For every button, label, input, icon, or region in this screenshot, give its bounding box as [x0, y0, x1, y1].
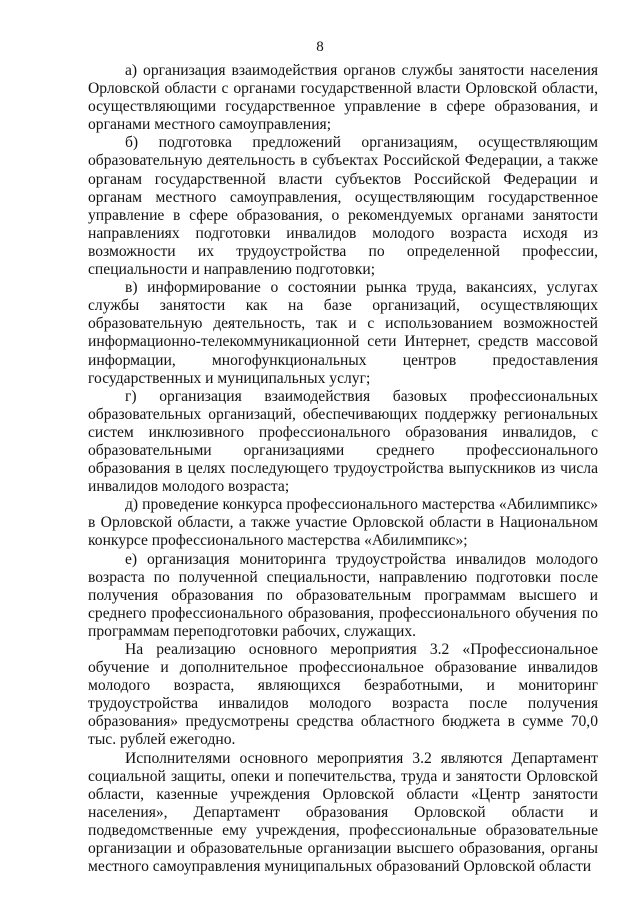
paragraph-a: а) организация взаимодействия органов службы занятости населения Орловской области с органами государственной власти Орловской области, осуществляющими государственное управление в сфере образования, и органами местного самоуправления;: [88, 62, 598, 134]
paragraph-funding: На реализацию основного мероприятия 3.2 «Профессиональное обучение и дополнительное профессиональное образование инвалидов молодого возраста, являющихся безработными, и мониторинг трудоустройства инвалидов молодого возраста после получения образования» предусмотрены средства областного бюджета в сумме 70,0 тыс. рублей ежегодно.: [88, 641, 598, 749]
page-number: 8: [316, 39, 324, 55]
paragraph-d: д) проведение конкурса профессионального мастерства «Абилимпикс» в Орловской области, а также участие Орловской области в Национальном конкурсе профессионального мастерства «Абилимпикс»;: [88, 496, 598, 550]
paragraph-b: б) подготовка предложений организациям, осуществляющим образовательную деятельность в субъектах Российской Федерации, а также органам государственной власти субъектов Российской Федерации и органам местного самоуправления, осуществляющим государственное управление в сфере образования, о рекомендуемых органами занятости направлениях подготовки инвалидов молодого возраста исходя из возможности их трудоустройства по определенной профессии, специальности и направлению подготовки;: [88, 134, 598, 279]
paragraph-v: в) информирование о состоянии рынка труда, вакансиях, услугах службы занятости как на базе организаций, осуществляющих образовательную деятельность, так и с использованием возможностей информационно-телекоммуникационной сети Интернет, средств массовой информации, многофункциональных центров предоставления государственных и муниципальных услуг;: [88, 279, 598, 387]
paragraph-executors: Исполнителями основного мероприятия 3.2 являются Департамент социальной защиты, опеки и попечительства, труда и занятости Орловской области, казенные учреждения Орловской области «Центр занятости населения», Департамент образования Орловской области и подведомственные ему учреждения, профессиональные образовательные организации и образовательные организации высшего образования, органы местного самоуправления муниципальных образований Орловской области: [88, 749, 598, 876]
paragraph-e: е) организация мониторинга трудоустройства инвалидов молодого возраста по полученной специальности, направлению подготовки после получения образования по образовательным программам высшего и среднего профессионального образования, профессионального обучения по программам переподготовки рабочих, служащих.: [88, 550, 598, 640]
document-body: [88, 62, 598, 876]
paragraph-g: г) организация взаимодействия базовых профессиональных образовательных организаций, обеспечивающих поддержку региональных систем инклюзивного профессионального образования инвалидов, с образовательными организациями среднего профессионального образования в целях последующего трудоустройства выпускников из числа инвалидов молодого возраста;: [88, 387, 598, 496]
